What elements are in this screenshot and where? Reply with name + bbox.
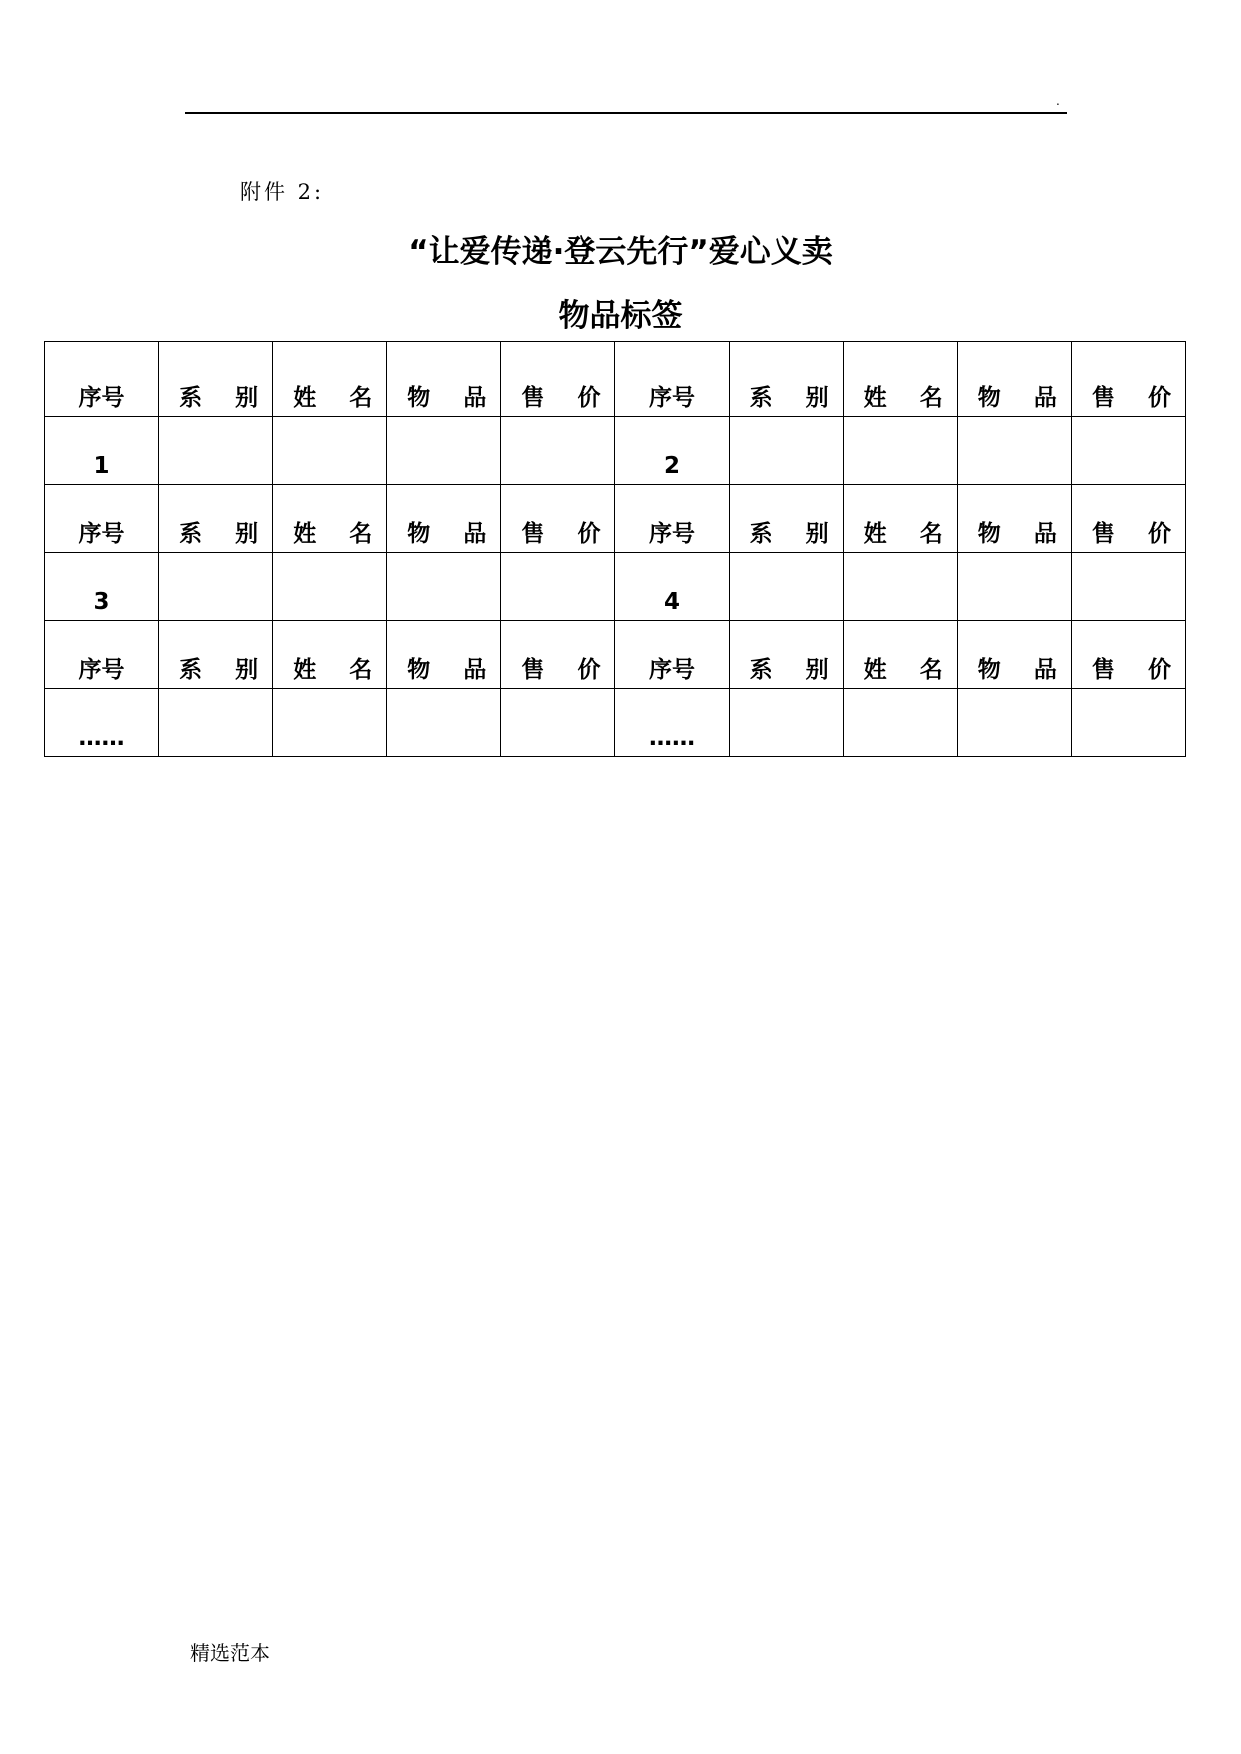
value-cell-item xyxy=(957,417,1071,485)
value-cell-department xyxy=(159,553,273,621)
header-cell-name: 姓 名 xyxy=(273,342,387,417)
header-rule xyxy=(185,112,1067,114)
footer-text: 精选范本 xyxy=(190,1641,270,1665)
table-value-row xyxy=(45,417,1186,485)
header-cell-department: 系 别 xyxy=(729,485,843,553)
value-cell-name xyxy=(273,689,387,757)
header-cell-name: 姓 名 xyxy=(843,621,957,689)
value-cell-name xyxy=(273,417,387,485)
value-cell-item xyxy=(387,553,501,621)
value-cell-price xyxy=(501,417,615,485)
value-cell-seq: 4 xyxy=(615,553,729,621)
value-cell-seq: 3 xyxy=(45,553,159,621)
value-cell-department xyxy=(159,689,273,757)
header-dot: . xyxy=(1056,94,1060,108)
header-cell-price: 售 价 xyxy=(1071,485,1185,553)
value-cell-department xyxy=(729,417,843,485)
value-cell-item xyxy=(387,689,501,757)
header-cell-department: 系 别 xyxy=(729,621,843,689)
document-subtitle: 物品标签 xyxy=(558,298,683,334)
value-cell-department xyxy=(159,417,273,485)
value-cell-seq: …… xyxy=(615,689,729,757)
value-cell-price xyxy=(1071,417,1185,485)
value-cell-department xyxy=(729,689,843,757)
value-cell-item xyxy=(957,689,1071,757)
value-cell-name xyxy=(273,553,387,621)
header-cell-price: 售 价 xyxy=(1071,342,1185,417)
header-cell-department: 系 别 xyxy=(159,342,273,417)
header-cell-name: 姓 名 xyxy=(273,621,387,689)
header-cell-price: 售 价 xyxy=(501,485,615,553)
table-value-row xyxy=(45,553,1186,621)
header-cell-name: 姓 名 xyxy=(273,485,387,553)
document-title: “让爱传递·登云先行”爱心义卖 xyxy=(408,234,833,270)
value-cell-price xyxy=(1071,689,1185,757)
value-cell-seq: …… xyxy=(45,689,159,757)
header-cell-item: 物 品 xyxy=(387,621,501,689)
header-cell-item: 物 品 xyxy=(387,342,501,417)
table-header-row xyxy=(45,342,1186,417)
value-cell-department xyxy=(729,553,843,621)
table-header-row xyxy=(45,485,1186,553)
header-cell-item: 物 品 xyxy=(957,485,1071,553)
table-value-row xyxy=(45,689,1186,757)
item-label-table xyxy=(44,341,1186,757)
header-cell-price: 售 价 xyxy=(501,621,615,689)
attachment-label: 附件 2: xyxy=(240,180,325,204)
header-cell-item: 物 品 xyxy=(957,621,1071,689)
header-cell-name: 姓 名 xyxy=(843,485,957,553)
header-cell-seq: 序号 xyxy=(45,621,159,689)
value-cell-price xyxy=(1071,553,1185,621)
header-cell-price: 售 价 xyxy=(501,342,615,417)
value-cell-item xyxy=(957,553,1071,621)
value-cell-item xyxy=(387,417,501,485)
value-cell-seq: 1 xyxy=(45,417,159,485)
header-cell-seq: 序号 xyxy=(45,342,159,417)
header-cell-department: 系 别 xyxy=(159,621,273,689)
value-cell-price xyxy=(501,689,615,757)
value-cell-name xyxy=(843,417,957,485)
header-cell-seq: 序号 xyxy=(615,621,729,689)
header-cell-department: 系 别 xyxy=(729,342,843,417)
header-cell-name: 姓 名 xyxy=(843,342,957,417)
header-cell-price: 售 价 xyxy=(1071,621,1185,689)
header-cell-department: 系 别 xyxy=(159,485,273,553)
value-cell-name xyxy=(843,689,957,757)
value-cell-seq: 2 xyxy=(615,417,729,485)
header-cell-seq: 序号 xyxy=(615,342,729,417)
header-cell-item: 物 品 xyxy=(957,342,1071,417)
value-cell-name xyxy=(843,553,957,621)
header-cell-item: 物 品 xyxy=(387,485,501,553)
value-cell-price xyxy=(501,553,615,621)
table-header-row xyxy=(45,621,1186,689)
header-cell-seq: 序号 xyxy=(45,485,159,553)
header-cell-seq: 序号 xyxy=(615,485,729,553)
